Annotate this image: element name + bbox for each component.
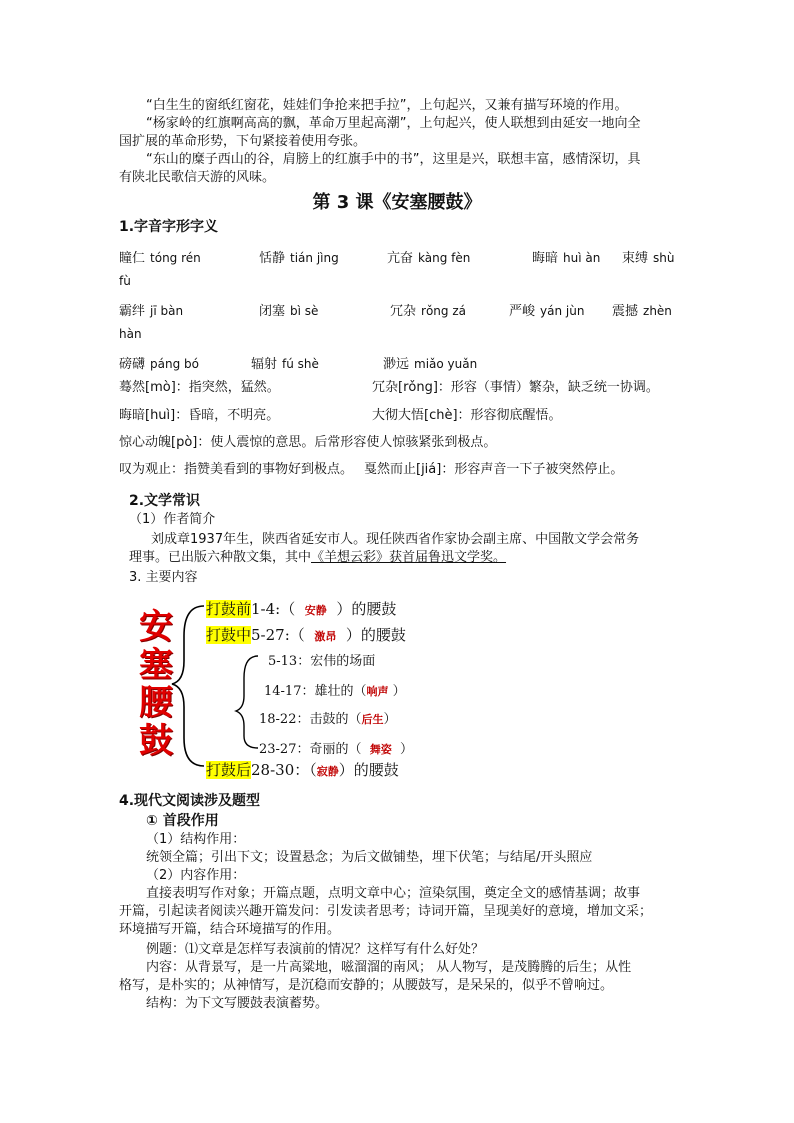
definition: 戛然而止[jiá]：形容声音一下子被突然停止。 bbox=[364, 462, 624, 477]
answer: 舞姿 bbox=[369, 743, 392, 756]
vocab-item: 渺远 miǎo yuǎn bbox=[383, 357, 478, 372]
book-award: 《羊想云彩》获首届鲁迅文学奖。 bbox=[311, 550, 507, 565]
content-role-line: 直接表明写作对象；开篇点题，点明文章中心；渲染氛围，奠定全文的感情基调；故事 bbox=[146, 886, 641, 901]
definition: 冗杂[rǒng]：形容（事情）繁杂，缺乏统一协调。 bbox=[372, 380, 659, 395]
vocab-item: 冗杂 rǒng zá bbox=[390, 304, 466, 319]
section4-heading: 4.现代文阅读涉及题型 bbox=[119, 793, 261, 809]
sub-stage: 23-27：奇丽的（ 舞姿 ） bbox=[259, 742, 414, 757]
section1-heading: 1.字音字形字义 bbox=[119, 219, 219, 235]
content-role-line: 开篇，引起读者阅读兴趣开篇发问：引发读者思考；诗词开篇，呈现美好的意境，增加文采； bbox=[119, 904, 653, 919]
section3-heading: 3. 主要内容 bbox=[129, 570, 198, 585]
answer: 后生 bbox=[361, 713, 384, 726]
outer-brace bbox=[172, 606, 204, 766]
intro-line-3: 国扩展的革命形势，下句紧接着使用夸张。 bbox=[119, 134, 367, 149]
vocab-item: 亢奋 kàng fèn bbox=[387, 251, 471, 266]
vocab-item: 磅礴 páng bó bbox=[119, 357, 199, 372]
vocab-item: 辐射 fú shè bbox=[251, 357, 319, 372]
vocab-item: 霸绊 jī bàn bbox=[119, 304, 184, 319]
sub-stage: 14-17：雄壮的（响声 ） bbox=[264, 684, 406, 699]
stage-after: 打鼓后28-30：（寂静）的腰鼓 bbox=[206, 761, 399, 779]
vocab-item: 严峻 yán jùn bbox=[509, 304, 585, 319]
struct-role-text: 统领全篇；引出下文；设置悬念；为后文做铺垫，埋下伏笔；与结尾/开头照应 bbox=[146, 850, 593, 865]
stage-before: 打鼓前1-4:（ 安静 ）的腰鼓 bbox=[206, 600, 397, 618]
stage-after-label: 打鼓后 bbox=[206, 761, 252, 779]
intro-line-5: 有陕北民歌信天游的风味。 bbox=[119, 170, 276, 185]
author-line-2: 理事。已出版六种散文集，其中《羊想云彩》获首届鲁迅文学奖。 bbox=[129, 550, 507, 565]
intro-line-4: “东山的糜子西山的谷，肩膀上的红旗手中的书”，这里是兴，联想丰富，感情深切，具 bbox=[146, 152, 641, 167]
definition: 大彻大悟[chè]：形容彻底醒悟。 bbox=[372, 408, 562, 423]
example-answer-line: 结构：为下文写腰鼓表演蓄势。 bbox=[146, 996, 329, 1011]
vocab-item: 瞳仁 tóng rén bbox=[119, 251, 201, 266]
stage-during-label: 打鼓中 bbox=[206, 626, 252, 644]
content-role-label: （2）内容作用： bbox=[146, 868, 246, 883]
answer: 寂静 bbox=[316, 765, 339, 778]
sub-stage: 18-22：击鼓的（后生） bbox=[259, 712, 397, 727]
definition: 叹为观止：指赞美看到的事物好到极点。 bbox=[119, 462, 354, 477]
diagram-big-title: 安 塞 腰 鼓 bbox=[139, 607, 173, 761]
answer: 激昂 bbox=[314, 630, 337, 643]
stage-during: 打鼓中5-27:（ 激昂 ）的腰鼓 bbox=[206, 626, 406, 644]
definition: 蓦然[mò]：指突然，猛然。 bbox=[119, 380, 280, 395]
vocab-item: 恬静 tián jìng bbox=[259, 251, 339, 266]
section2-heading: 2.文学常识 bbox=[129, 493, 201, 509]
first-paragraph-subheading: ① 首段作用 bbox=[146, 813, 219, 829]
struct-role-label: （1）结构作用： bbox=[146, 832, 246, 847]
intro-line-1: “白生生的窗纸红窗花，娃娃们争抢来把手拉”，上句起兴，又兼有描写环境的作用。 bbox=[146, 98, 628, 113]
lesson-title: 第 3 课《安塞腰鼓》 bbox=[312, 192, 482, 213]
vocab-wrap-2: hàn bbox=[119, 327, 142, 341]
definition: 惊心动魄[pò]：使人震惊的意思。后常形容使人惊骇紧张到极点。 bbox=[119, 435, 497, 450]
example-question: 例题：⑴文章是怎样写表演前的情况？这样写有什么好处？ bbox=[146, 942, 485, 957]
answer: 响声 bbox=[366, 685, 389, 698]
content-role-line: 环境描写开篇，结合环境描写的作用。 bbox=[119, 922, 341, 937]
answer: 安静 bbox=[304, 604, 327, 617]
author-subheading: （1）作者简介 bbox=[129, 512, 216, 527]
author-line-1: 刘成章1937年生，陕西省延安市人。现任陕西省作家协会副主席、中国散文学会常务 bbox=[151, 532, 640, 547]
vocab-wrap-1: fù bbox=[119, 274, 131, 288]
intro-line-2: “杨家岭的红旗啊高高的飘，革命万里起高潮”，上句起兴，使人联想到由延安一地向全 bbox=[146, 116, 641, 131]
vocab-item: 震撼 zhèn bbox=[612, 304, 672, 319]
inner-brace bbox=[236, 656, 258, 748]
sub-stage: 5-13：宏伟的场面 bbox=[268, 654, 376, 669]
vocab-item: 闭塞 bì sè bbox=[259, 304, 319, 319]
vocab-item: 晦暗 huì àn bbox=[532, 251, 601, 266]
example-answer-line: 格写，是朴实的；从神情写，是沉稳而安静的；从腰鼓写，是呆呆的，似乎不曾响过。 bbox=[119, 978, 614, 993]
definition: 晦暗[huì]：昏暗，不明亮。 bbox=[119, 408, 280, 423]
example-answer-line: 内容：从背景写，是一片高粱地，嗞溜溜的南风； 从人物写，是茂腾腾的后生；从性 bbox=[146, 960, 632, 975]
brace-diagram bbox=[170, 596, 270, 776]
stage-before-label: 打鼓前 bbox=[206, 600, 252, 618]
vocab-item: 束缚 shù bbox=[622, 251, 675, 266]
